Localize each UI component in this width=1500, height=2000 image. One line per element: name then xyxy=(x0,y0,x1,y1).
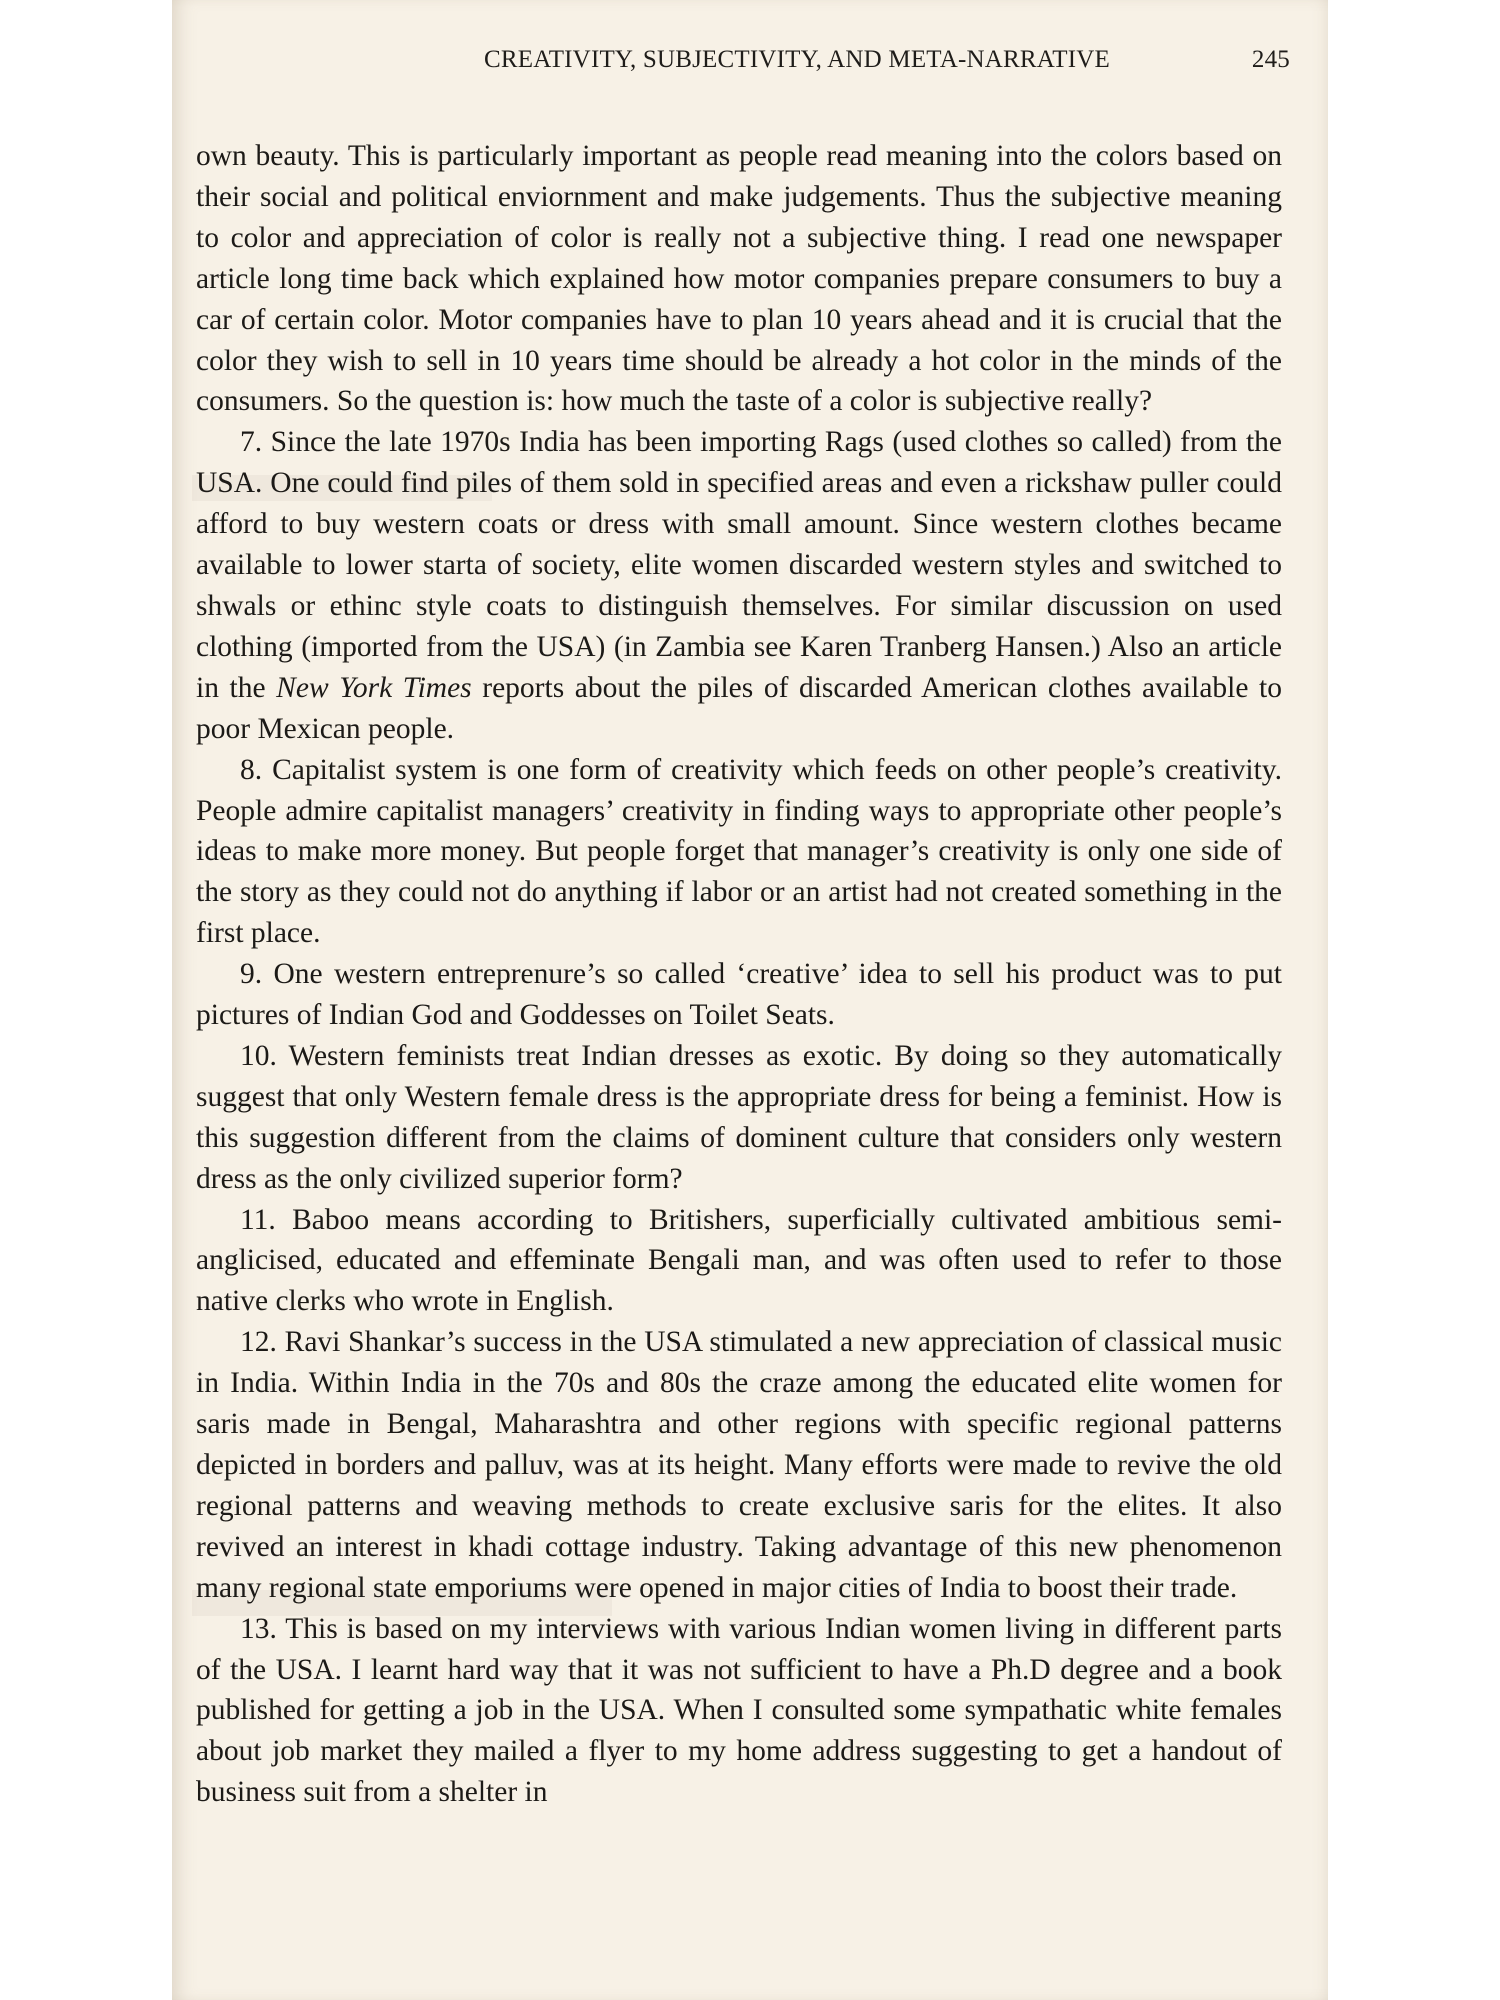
note-7-text-end: reports about the piles of discarded American clothes available to poor Mexican people. xyxy=(196,671,1282,745)
running-title: CREATIVITY, SUBJECTIVITY, AND META-NARRATIVE xyxy=(483,46,1110,73)
note-7-text: 7. Since the late 1970s India has been importing Rags (used clothes so called) from the USA. One could find piles of them sold in specified areas and even a rickshaw puller could afford to buy western coats or dress with small amount. Since western clothes became available to lower starta of society, elite women discarded western styles and switched to shwals or ethinc style coats to distinguish themselves. For similar discussion on used clothing (imported from the USA) (in Zambia see Karen Tranberg Hansen.) Also an article in the xyxy=(196,426,1282,704)
notes-text xyxy=(196,136,1282,1813)
note-12: 12. Ravi Shankar’s success in the USA stimulated a new appreciation of classical music in India. Within India in the 70s and 80s the craze among the educated elite women for saris made in Bengal, Maharashtra and other regions with specific regional patterns depicted in borders and palluv, was at its height. Many efforts were made to revive the old regional patterns and weaving methods to create exclusive saris for the elites. It also revived an interest in khadi cottage industry. Taking advantage of this new phenomenon many regional state emporiums were opened in major cities of India to boost their trade. xyxy=(196,1326,1282,1604)
running-head xyxy=(357,46,1290,86)
note-7-italic-title: New York Times xyxy=(276,671,472,704)
note-10: 10. Western feminists treat Indian dresses as exotic. By doing so they automatically suggest that only Western female dress is the appropriate dress for being a feminist. How is this suggestion different from the claims of dominent culture that considers only western dress as the only civilized superior form? xyxy=(196,1039,1282,1195)
note-7 xyxy=(196,422,1282,749)
book-page xyxy=(172,0,1328,2000)
note-9: 9. One western entreprenure’s so called ‘creative’ idea to sell his product was to put pictures of Indian God and Goddesses on Toilet Seats. xyxy=(196,958,1282,1032)
paragraph-continuation: own beauty. This is particularly important as people read meaning into the colors based on their social and political enviornment and make judgements. Thus the subjective meaning to color and appreciation of color is really not a subjective thing. I read one newspaper article long time back which explained how motor companies prepare consumers to buy a car of certain color. Motor companies have to plan 10 years ahead and it is crucial that the color they wish to sell in 10 years time should be already a hot color in the minds of the consumers. So the question is: how much the taste of a color is subjective really? xyxy=(196,140,1282,418)
note-11: 11. Baboo means according to Britishers, superficially cultivated ambitious semi-anglicised, educated and effeminate Bengali man, and was often used to refer to those native clerks who wrote in English. xyxy=(196,1203,1282,1318)
page-number: 245 xyxy=(1251,46,1290,73)
note-13: 13. This is based on my interviews with various Indian women living in different parts of the USA. I learnt hard way that it was not sufficient to have a Ph.D degree and a book published for getting a job in the USA. When I consulted some sympathatic white females about job market they mailed a flyer to my home address suggesting to get a handout of business suit from a shelter in xyxy=(196,1612,1282,1809)
note-8: 8. Capitalist system is one form of creativity which feeds on other people’s creativity. People admire capitalist managers’ creativity in finding ways to appropriate other people’s ideas to make more money. But people forget that manager’s creativity is only one side of the story as they could not do anything if labor or an artist had not created something in the first place. xyxy=(196,753,1282,950)
